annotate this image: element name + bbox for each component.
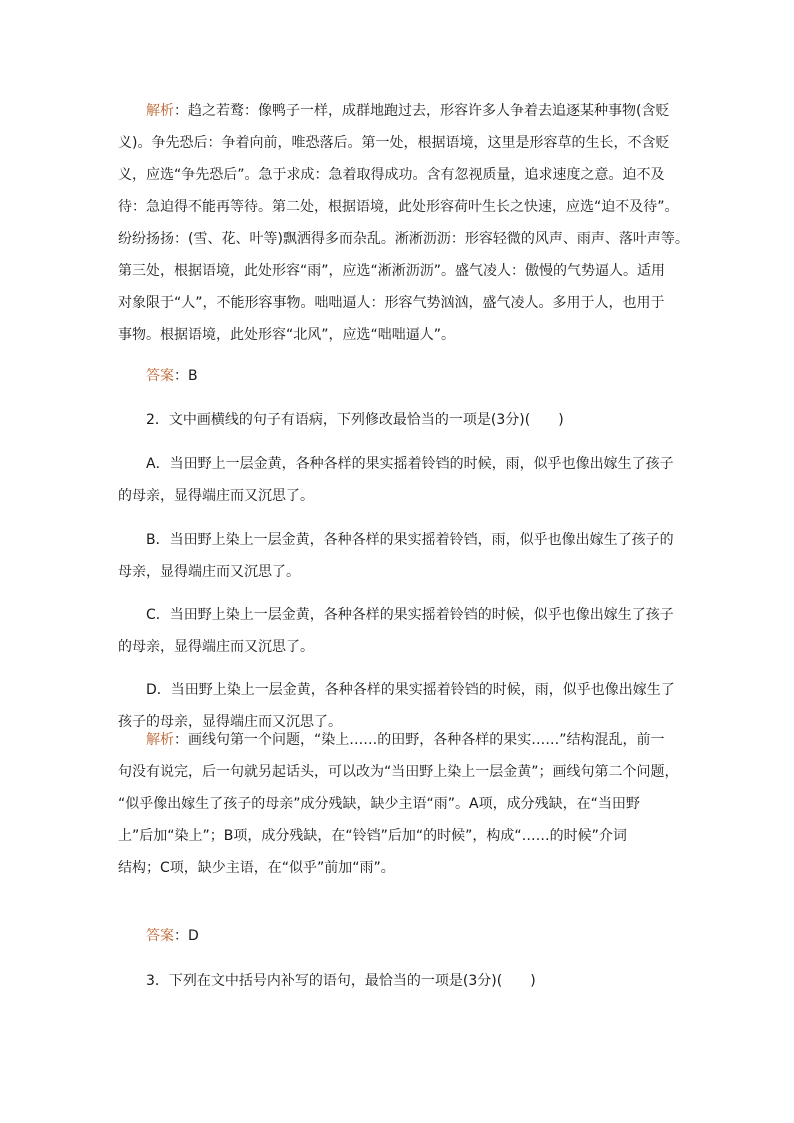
analysis-label: 解析 [146,103,174,119]
analysis-line: 上”后加“染上”；B项，成分残缺，在“铃铛”后加“的时候”，构成“……的时候”介词 [118,828,627,844]
option-d: D．当田野上染上一层金黄，各种各样的果实摇着铃铛的时候，雨，似乎也像出嫁生了 孩子的母亲，显得端庄而又沉思了。 [118,682,675,730]
analysis-line: 第三处，根据语境，此处形容“雨”，应选“淅淅沥沥”。盛气凌人：傲慢的气势逼人。适用 [118,263,666,279]
option-b: B．当田野上染上一层金黄，各种各样的果实摇着铃铛，雨，似乎也像出嫁生了孩子的 母亲，显得端庄而又沉思了。 [118,532,674,580]
question-3 [118,965,678,997]
analysis-line: 结构；C项，缺少主语，在“似乎”前加“雨”。 [118,860,395,876]
analysis-line: 纷纷扬扬：(雪、花、叶等)飘洒得多而杂乱。淅淅沥沥：形容轻微的风声、雨声、落叶声等。 [118,231,689,247]
answer-2 [118,920,678,952]
analysis-line: 义，应选“争先恐后”。急于求成：急着取得成功。含有忽视质量，追求速度之意。迫不及 [118,167,665,183]
analysis-1 [118,95,689,351]
analysis-line: 对象限于“人”，不能形容事物。咄咄逼人：形容气势汹汹，盛气凌人。多用于人，也用于 [118,295,665,311]
option-c: C．当田野上染上一层金黄，各种各样的果实摇着铃铛的时候，似乎也像出嫁生了孩子 的母亲，显得端庄而又沉思了。 [118,607,674,655]
answer-1 [118,360,678,392]
analysis-line: 句没有说完，后一句就另起话头，可以改为“当田野上染上一层金黄”；画线句第二个问题， [118,764,679,780]
analysis-label: 解析 [146,732,174,748]
analysis-line: 待：急迫得不能再等待。第二处，根据语境，此处形容荷叶生长之快速，应选“迫不及待”。 [118,199,679,215]
analysis-line: 义)。争先恐后：争着向前，唯恐落后。第一处，根据语境，这里是形容草的生长，不含贬 [118,135,670,151]
answer-value: ：B [174,368,198,384]
analysis-line: 解析：画线句第一个问题，“染上……的田野，各种各样的果实……”结构混乱，前一 [146,732,665,748]
answer-label: 答案 [146,368,174,384]
question-stem: 3．下列在文中括号内补写的语句，最恰当的一项是(3分)( ) [146,973,536,989]
question-2 [118,404,678,436]
option-a: A．当田野上一层金黄，各种各样的果实摇着铃铛的时候，雨，似乎也像出嫁生了孩子 的母亲，显得端庄而又沉思了。 [118,456,674,504]
analysis-line: 解析：趋之若鹜：像鸭子一样，成群地跑过去，形容许多人争着去追逐某种事物(含贬 [146,103,670,119]
analysis-2 [118,724,678,884]
answer-label: 答案 [146,928,174,944]
question-stem: 2．文中画横线的句子有语病，下列修改最恰当的一项是(3分)( ) [146,412,564,428]
analysis-line: 事物。根据语境，此处形容“北风”，应选“咄咄逼人”。 [118,327,456,343]
analysis-line: “似乎像出嫁生了孩子的母亲”成分残缺，缺少主语“雨”。A项，成分残缺，在“当田野 [118,796,640,812]
answer-value: ：D [174,928,199,944]
